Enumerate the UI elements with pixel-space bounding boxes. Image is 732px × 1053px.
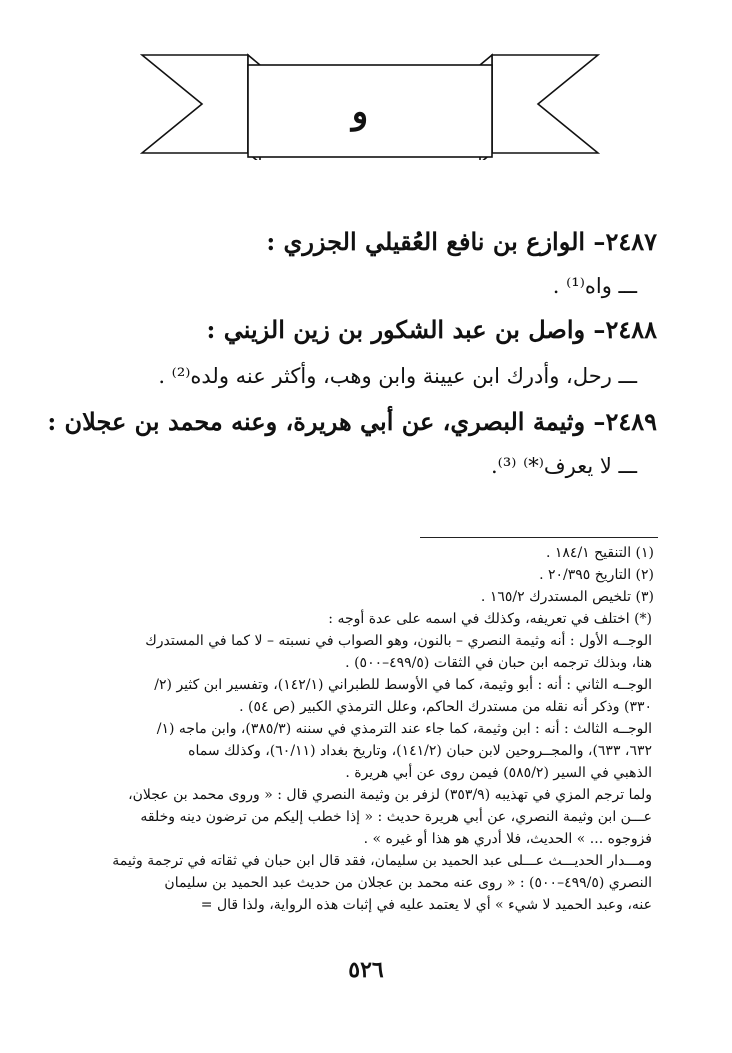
note-line: ٦٣٢، ٦٣٣)، والمجــروحين لابن حبان (١٤١/٢)، وتاريخ بغداد (٦٠/١١)، وكذلك سماه bbox=[188, 743, 652, 759]
note-line: ومـــدار الحديـــث عـــلى عبد الحميد بن سليمان، فقد قال ابن حبان في ثقاته في ترجمة وثيمة bbox=[112, 853, 652, 869]
footnote-separator bbox=[420, 537, 658, 538]
entry-heading: ٢٤٨٨– واصل بن عبد الشكور بن زين الزيني : bbox=[206, 315, 657, 344]
entry-text: ـــ رحل، وأدرك ابن عيينة وابن وهب، وأكثر عنه ولده⁽²⁾ . bbox=[158, 364, 637, 388]
note-line: عـــن ابن وثيمة النصري، عن أبي هريرة حديث : « إذا خطب إليكم من ترضون دينه وخلقه bbox=[140, 809, 652, 825]
note-line: الوجــه الثالث : أنه : ابن وثيمة، كما جاء عند الترمذي في سننه (٣٨٥/٣)، وابن ماجه (١/ bbox=[156, 721, 652, 737]
entry-text: ـــ واه⁽¹⁾ . bbox=[552, 274, 637, 298]
note-line: الذهبي في السير (٥٨٥/٢) فيمن روى عن أبي هريرة . bbox=[345, 765, 652, 781]
note-line: الوجــه الأول : أنه وثيمة النصري – بالنون، وهو الصواب في نسبته – لا كما في المستدرك bbox=[145, 633, 652, 649]
note-line: فزوجوه ... » الحديث، فلا أدري هو هذا أو غيره » . bbox=[363, 831, 652, 847]
page-number: ٥٢٦ bbox=[348, 957, 384, 983]
note-line: هنا، وبذلك ترجمه ابن حبان في الثقات (٤٩٩/٥–٥٠٠) . bbox=[345, 655, 652, 671]
banner-right-tail bbox=[492, 55, 598, 153]
footnote: (٢) التاريخ ٢٠/٣٩٥ . bbox=[539, 567, 654, 583]
note-line: (*) اختلف في تعريفه، وكذلك في اسمه على عدة أوجه : bbox=[328, 611, 652, 627]
note-line: عنه، وعبد الحميد لا شيء » أي لا يعتمد عليه في إثبات هذه الرواية، ولذا قال = bbox=[200, 897, 652, 913]
banner-left-tail bbox=[142, 55, 248, 153]
entry-heading: ٢٤٨٩– وثيمة البصري، عن أبي هريرة، وعنه محمد بن عجلان : bbox=[47, 407, 657, 436]
note-line: ٣٣٠) وذكر أنه نقله من مستدرك الحاكم، وعلل الترمذي الكبير (ص ٥٤) . bbox=[239, 699, 652, 715]
note-line: النصري (٤٩٩/٥–٥٠٠) : « روى عنه محمد بن عجلان من حديث عبد الحميد بن سليمان bbox=[164, 875, 652, 891]
entry-text: ـــ لا يعرف⁽*⁾ ⁽³⁾. bbox=[490, 454, 637, 478]
footnote: (٣) تلخيص المستدرك ١٦٥/٢ . bbox=[480, 589, 654, 605]
footnote: (١) التنقيح ١٨٤/١ . bbox=[545, 545, 654, 561]
entry-heading: ٢٤٨٧– الوازع بن نافع العُقيلي الجزري : bbox=[266, 227, 657, 256]
note-line: الوجــه الثاني : أنه : أبو وثيمة، كما في الأوسط للطبراني (١٤٢/١)، وتفسير ابن كثير (٢/ bbox=[154, 677, 652, 693]
chapter-letter: و bbox=[351, 92, 369, 132]
note-line: ولما ترجم المزي في تهذيبه (٣٥٣/٩) لزفر بن وثيمة النصري قال : « وروى محمد بن عجلان، bbox=[128, 787, 652, 803]
